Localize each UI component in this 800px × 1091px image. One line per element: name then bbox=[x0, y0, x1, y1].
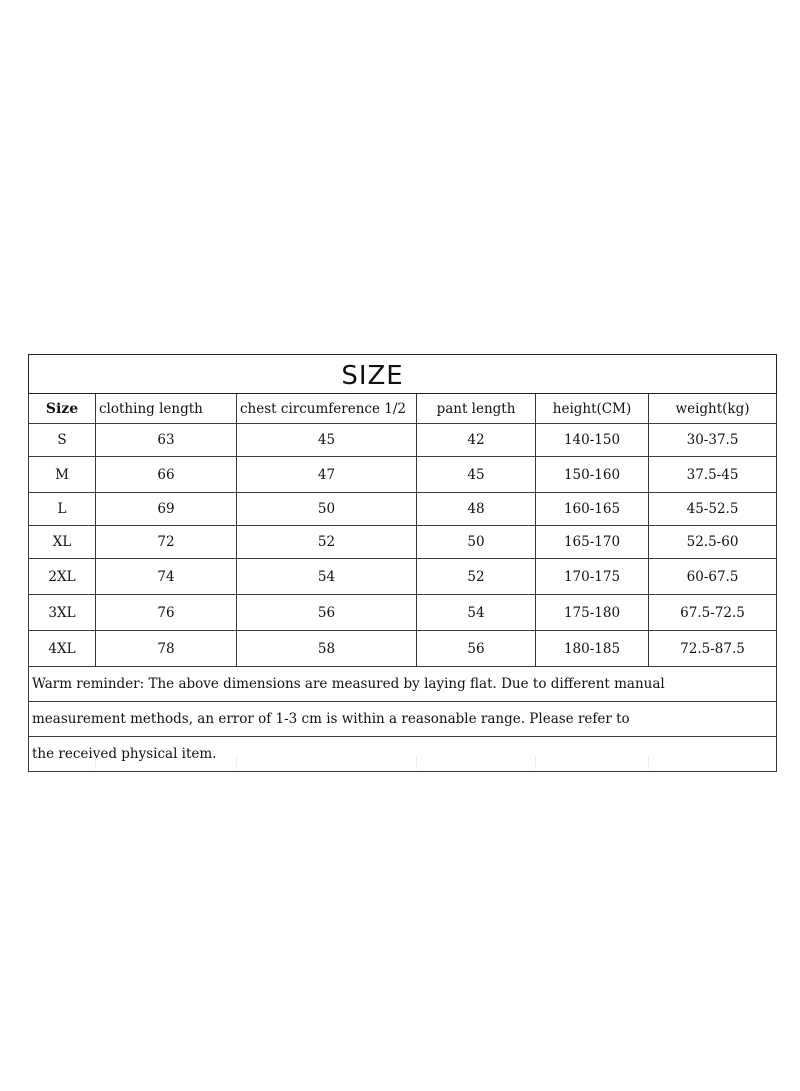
gridline-ghost bbox=[535, 756, 536, 770]
cell-clothing-length: 63 bbox=[96, 424, 237, 457]
cell-pant-length: 42 bbox=[417, 424, 536, 457]
table-title: SIZE bbox=[341, 361, 404, 391]
cell-height: 140-150 bbox=[536, 424, 649, 457]
cell-height: 165-170 bbox=[536, 526, 649, 559]
cell-weight: 37.5-45 bbox=[649, 457, 777, 493]
cell-weight: 45-52.5 bbox=[649, 493, 777, 526]
cell-height: 150-160 bbox=[536, 457, 649, 493]
size-table bbox=[28, 354, 777, 772]
header-chest-circumference: chest circumference 1/2 bbox=[237, 394, 417, 424]
cell-size: 4XL bbox=[29, 631, 96, 667]
note-row bbox=[29, 737, 777, 772]
cell-size: 3XL bbox=[29, 595, 96, 631]
note-row bbox=[29, 667, 777, 702]
cell-chest: 47 bbox=[237, 457, 417, 493]
note-line: measurement methods, an error of 1-3 cm is within a reasonable range. Please refer to bbox=[29, 702, 777, 737]
gridline-ghost bbox=[236, 756, 237, 770]
gridline-ghost bbox=[416, 756, 417, 770]
cell-pant-length: 54 bbox=[417, 595, 536, 631]
note-line: Warm reminder: The above dimensions are measured by laying flat. Due to different manual bbox=[29, 667, 777, 702]
header-size: Size bbox=[29, 394, 96, 424]
table-row bbox=[29, 559, 777, 595]
table-row bbox=[29, 493, 777, 526]
cell-size: 2XL bbox=[29, 559, 96, 595]
cell-weight: 30-37.5 bbox=[649, 424, 777, 457]
header-clothing-length: clothing length bbox=[96, 394, 237, 424]
cell-weight: 72.5-87.5 bbox=[649, 631, 777, 667]
cell-weight: 67.5-72.5 bbox=[649, 595, 777, 631]
table-row bbox=[29, 424, 777, 457]
title-row bbox=[29, 355, 777, 394]
cell-pant-length: 48 bbox=[417, 493, 536, 526]
table-row bbox=[29, 457, 777, 493]
cell-pant-length: 56 bbox=[417, 631, 536, 667]
table-row bbox=[29, 526, 777, 559]
cell-clothing-length: 66 bbox=[96, 457, 237, 493]
cell-clothing-length: 74 bbox=[96, 559, 237, 595]
cell-chest: 56 bbox=[237, 595, 417, 631]
cell-chest: 52 bbox=[237, 526, 417, 559]
cell-clothing-length: 78 bbox=[96, 631, 237, 667]
cell-height: 175-180 bbox=[536, 595, 649, 631]
cell-size: S bbox=[29, 424, 96, 457]
header-weight: weight(kg) bbox=[649, 394, 777, 424]
cell-chest: 50 bbox=[237, 493, 417, 526]
cell-height: 180-185 bbox=[536, 631, 649, 667]
cell-weight: 60-67.5 bbox=[649, 559, 777, 595]
header-height: height(CM) bbox=[536, 394, 649, 424]
gridline-ghost bbox=[95, 756, 96, 770]
cell-height: 170-175 bbox=[536, 559, 649, 595]
cell-size: L bbox=[29, 493, 96, 526]
note-row bbox=[29, 702, 777, 737]
table-row bbox=[29, 631, 777, 667]
cell-chest: 45 bbox=[237, 424, 417, 457]
size-chart bbox=[28, 354, 776, 772]
cell-size: XL bbox=[29, 526, 96, 559]
title-cell bbox=[29, 355, 777, 394]
gridline-ghost bbox=[648, 756, 649, 770]
table-row bbox=[29, 595, 777, 631]
cell-chest: 54 bbox=[237, 559, 417, 595]
cell-pant-length: 52 bbox=[417, 559, 536, 595]
cell-clothing-length: 76 bbox=[96, 595, 237, 631]
cell-pant-length: 50 bbox=[417, 526, 536, 559]
header-row bbox=[29, 394, 777, 424]
cell-weight: 52.5-60 bbox=[649, 526, 777, 559]
header-pant-length: pant length bbox=[417, 394, 536, 424]
cell-chest: 58 bbox=[237, 631, 417, 667]
cell-clothing-length: 69 bbox=[96, 493, 237, 526]
cell-size: M bbox=[29, 457, 96, 493]
cell-pant-length: 45 bbox=[417, 457, 536, 493]
cell-height: 160-165 bbox=[536, 493, 649, 526]
cell-clothing-length: 72 bbox=[96, 526, 237, 559]
note-line: the received physical item. bbox=[29, 737, 777, 772]
